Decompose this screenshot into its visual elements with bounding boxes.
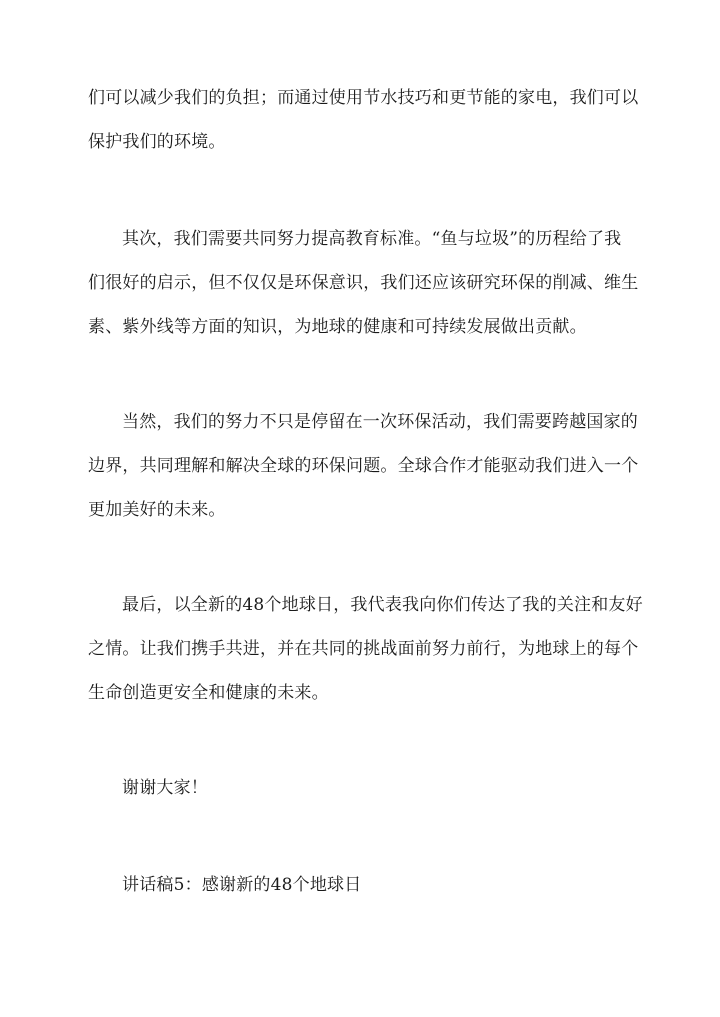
paragraph-3-line-3: 更加美好的未来。 [88, 500, 226, 520]
paragraph-4-line-3: 生命创造更安全和健康的未来。 [88, 683, 329, 703]
paragraph-1-line-1: 们可以减少我们的负担；而通过使用节水技巧和更节能的家电，我们可以 [88, 88, 639, 108]
speech-title: 讲话稿5：感谢新的48个地球日 [122, 875, 362, 895]
closing-thanks: 谢谢大家！ [122, 778, 208, 798]
paragraph-1-line-2: 保护我们的环境。 [88, 132, 226, 152]
paragraph-4-line-2: 之情。让我们携手共进，并在共同的挑战面前努力前行，为地球上的每个 [88, 639, 639, 659]
paragraph-3-line-2: 边界，共同理解和解决全球的环保问题。全球合作才能驱动我们进入一个 [88, 456, 639, 476]
paragraph-3-line-1: 当然，我们的努力不只是停留在一次环保活动，我们需要跨越国家的 [122, 412, 638, 432]
paragraph-2-line-3: 素、紫外线等方面的知识，为地球的健康和可持续发展做出贡献。 [88, 317, 587, 337]
paragraph-2-line-1: 其次，我们需要共同努力提高教育标准。“鱼与垃圾”的历程给了我 [122, 229, 622, 249]
paragraph-2-line-2: 们很好的启示，但不仅仅是环保意识，我们还应该研究环保的削减、维生 [88, 273, 639, 293]
paragraph-4-line-1: 最后，以全新的48个地球日，我代表我向你们传达了我的关注和友好 [122, 595, 643, 615]
